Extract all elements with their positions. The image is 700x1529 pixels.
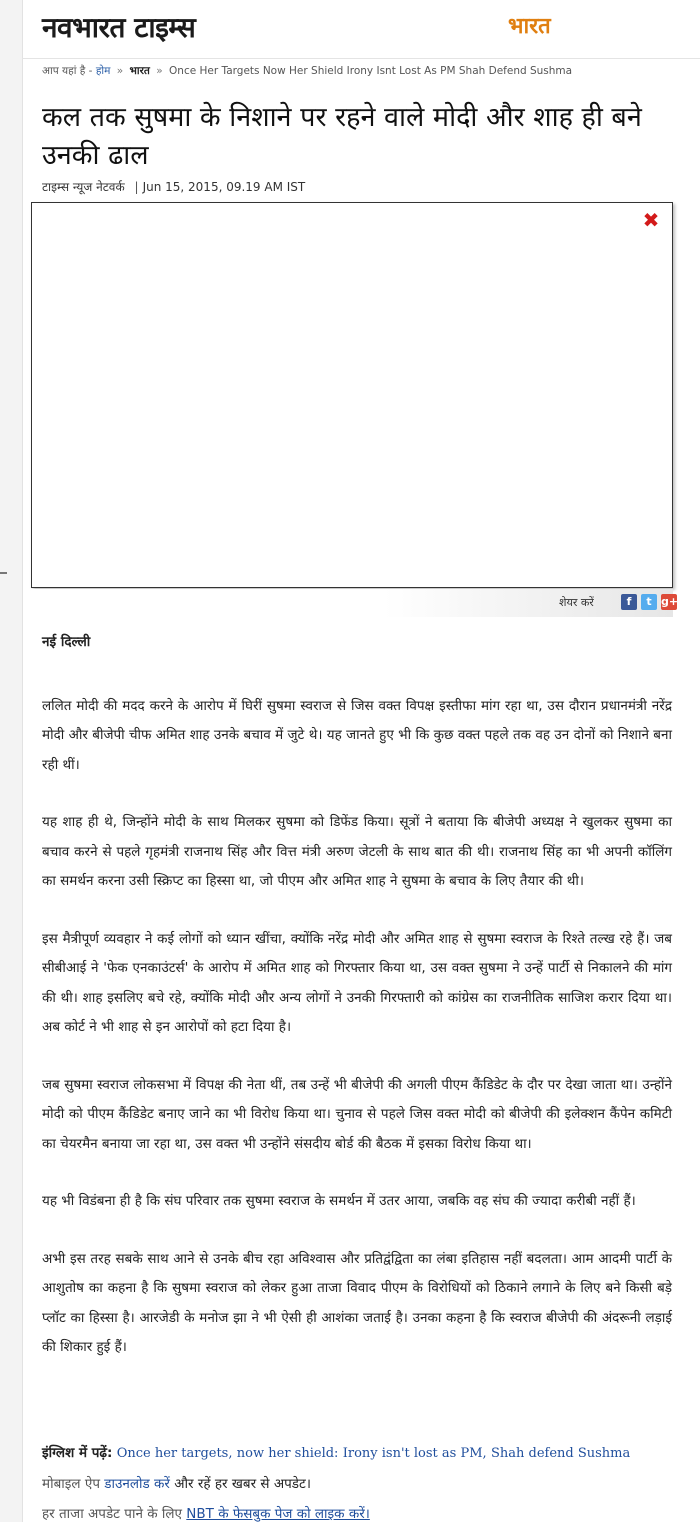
breadcrumb-prefix: आप यहां है - <box>42 65 93 77</box>
share-label: शेयर करें <box>559 596 594 609</box>
share-bar <box>31 589 679 617</box>
close-icon[interactable]: ✖ <box>642 208 660 232</box>
english-read-label: इंग्लिश में पढ़ें: <box>42 1445 113 1461</box>
english-article-link[interactable]: Once her targets <box>116 1446 229 1461</box>
facebook-page-link[interactable]: NBT के फेसबुक पेज को लाइक करें। <box>186 1506 370 1522</box>
byline-source: टाइम्स न्यूज नेटवर्क <box>42 180 125 194</box>
left-rail-marker <box>0 572 7 574</box>
english-link-sep: : <box>334 1446 339 1461</box>
article-paragraph: इस मैत्रीपूर्ण व्यवहार ने कई लोगों को ध्यान खींचा, क्योंकि नरेंद्र मोदी और अमित शाह से सुषमा स्वराज के रिश्ते तल्ख रहे हैं। जब सीबीआई ने 'फेक एनकाउंटर्स' के आरोप में अमित शाह को गिरफ्तार किया था, उस वक्त सुषमा ने उन्हें पार्टी से निकालने की मांग की थी। शाह इसलिए बचे रहे, क्योंकि मोदी और अन्य लोगों ने उनकी गिरफ्तारी को कांग्रेस का राजनीतिक साजिश करार दिया था। अब कोर्ट ने भी शाह से इन आरोपों को हटा दिया है। <box>42 930 672 1035</box>
fb-prefix: हर ताजा अपडेट पाने के लिए <box>42 1506 182 1522</box>
app-download-row <box>42 1469 692 1499</box>
app-suffix: और रहें हर खबर से अपडेट। <box>174 1476 311 1492</box>
article-paragraph: अभी इस तरह सबके साथ आने से उनके बीच रहा अविश्वास और प्रतिद्वंद्विता का लंबा इतिहास नहीं बदलता। आम आदमी पार्टी के आशुतोष का कहना है कि सुषमा स्वराज को लेकर हुआ ताजा विवाद पीएम के विरोधियों को ठिकाने लगाने के लिए बने किसी बड़े प्लॉट का हिस्सा है। आरजेडी के मनोज झा ने भी ऐसी ही आशंका जताई है। उनका कहना है कि स्वराज बीजेपी की अंदरूनी लड़ाई की शिकार हुई हैं। <box>42 1250 672 1355</box>
site-logo[interactable]: नवभारत टाइम्स <box>42 11 196 44</box>
article-dateline: नई दिल्ली <box>42 634 91 650</box>
breadcrumb-separator: » <box>156 65 163 77</box>
english-article-link[interactable]: now her shield <box>236 1446 335 1461</box>
ad-placeholder <box>31 202 673 588</box>
byline-date: Jun 15, 2015, 09.19 AM IST <box>142 180 306 194</box>
facebook-share-icon[interactable]: f <box>621 594 637 610</box>
breadcrumb-home-link[interactable]: होम <box>95 65 111 77</box>
page <box>22 0 700 1522</box>
article-byline <box>42 178 305 195</box>
twitter-share-icon[interactable]: t <box>641 594 657 610</box>
breadcrumb-current: Once Her Targets Now Her Shield Irony Isnt Lost As PM Shah Defend Sushma <box>169 65 573 77</box>
app-prefix: मोबाइल ऐप <box>42 1476 100 1492</box>
english-article-link[interactable]: Shah defend Sushma <box>490 1446 631 1461</box>
english-link-sep: , <box>228 1446 233 1461</box>
article-paragraph: यह भी विडंबना ही है कि संघ परिवार तक सुषमा स्वराज के समर्थन में उतर आया, जबकि वह संघ की ज्यादा करीबी नहीं हैं। <box>42 1193 636 1209</box>
breadcrumb-separator: » <box>116 65 124 77</box>
article-body <box>42 628 672 1391</box>
english-article-link[interactable]: Irony isn't lost as PM <box>342 1446 483 1461</box>
article-paragraph: जब सुषमा स्वराज लोकसभा में विपक्ष की नेता थीं, तब उन्हें भी बीजेपी की अगली पीएम कैंडिडेट के दौर पर देखा जाता था। उन्होंने मोदी को पीएम कैंडिडेट बनाए जाने का भी विरोध किया था। चुनाव से पहले जिस वक्त मोदी को बीजेपी की इलेक्शन कैंपेन कमिटी का चेयरमैन बनाया जा रहा था, उस वक्त भी उन्होंने संसदीय बोर्ड की बैठक में इसका विरोध किया था। <box>42 1076 672 1152</box>
english-link-sep: , <box>482 1446 487 1461</box>
app-download-link[interactable]: डाउनलोड करें <box>104 1476 170 1492</box>
breadcrumb <box>42 64 692 78</box>
left-rail <box>0 0 23 1522</box>
facebook-like-row <box>42 1499 692 1529</box>
breadcrumb-section-link[interactable]: भारत <box>129 65 150 77</box>
site-header <box>22 0 700 59</box>
byline-separator: | <box>134 180 139 194</box>
footer-links <box>42 1438 692 1529</box>
section-label[interactable]: भारत <box>508 14 551 39</box>
english-read-row <box>42 1438 692 1469</box>
article-headline: कल तक सुषमा के निशाने पर रहने वाले मोदी और शाह ही बने उनकी ढाल <box>42 102 642 171</box>
article-paragraph: ललित मोदी की मदद करने के आरोप में घिरीं सुषमा स्वराज से जिस वक्त विपक्ष इस्तीफा मांग रहा था, उस दौरान प्रधानमंत्री नरेंद्र मोदी और बीजेपी चीफ अमित शाह उनके बचाव में जुटे थे। यह जानते हुए भी कि कुछ वक्त पहले तक वह उन दोनों को निशाने बना रही थीं। <box>42 697 672 773</box>
article-paragraph: यह शाह ही थे, जिन्होंने मोदी के साथ मिलकर सुषमा को डिफेंड किया। सूत्रों ने बताया कि बीजेपी अध्यक्ष ने खुलकर सुषमा का बचाव करने से पहले गृहमंत्री राजनाथ सिंह और वित्त मंत्री अरुण जेटली के साथ बात की थी। राजनाथ सिंह का भी अपनी कॉलिंग का समर्थन करना उसी स्क्रिप्ट का हिस्सा था, जो पीएम और अमित शाह ने सुषमा के बचाव के लिए तैयार की थी। <box>42 814 672 889</box>
googleplus-share-icon[interactable]: g+ <box>661 595 679 608</box>
